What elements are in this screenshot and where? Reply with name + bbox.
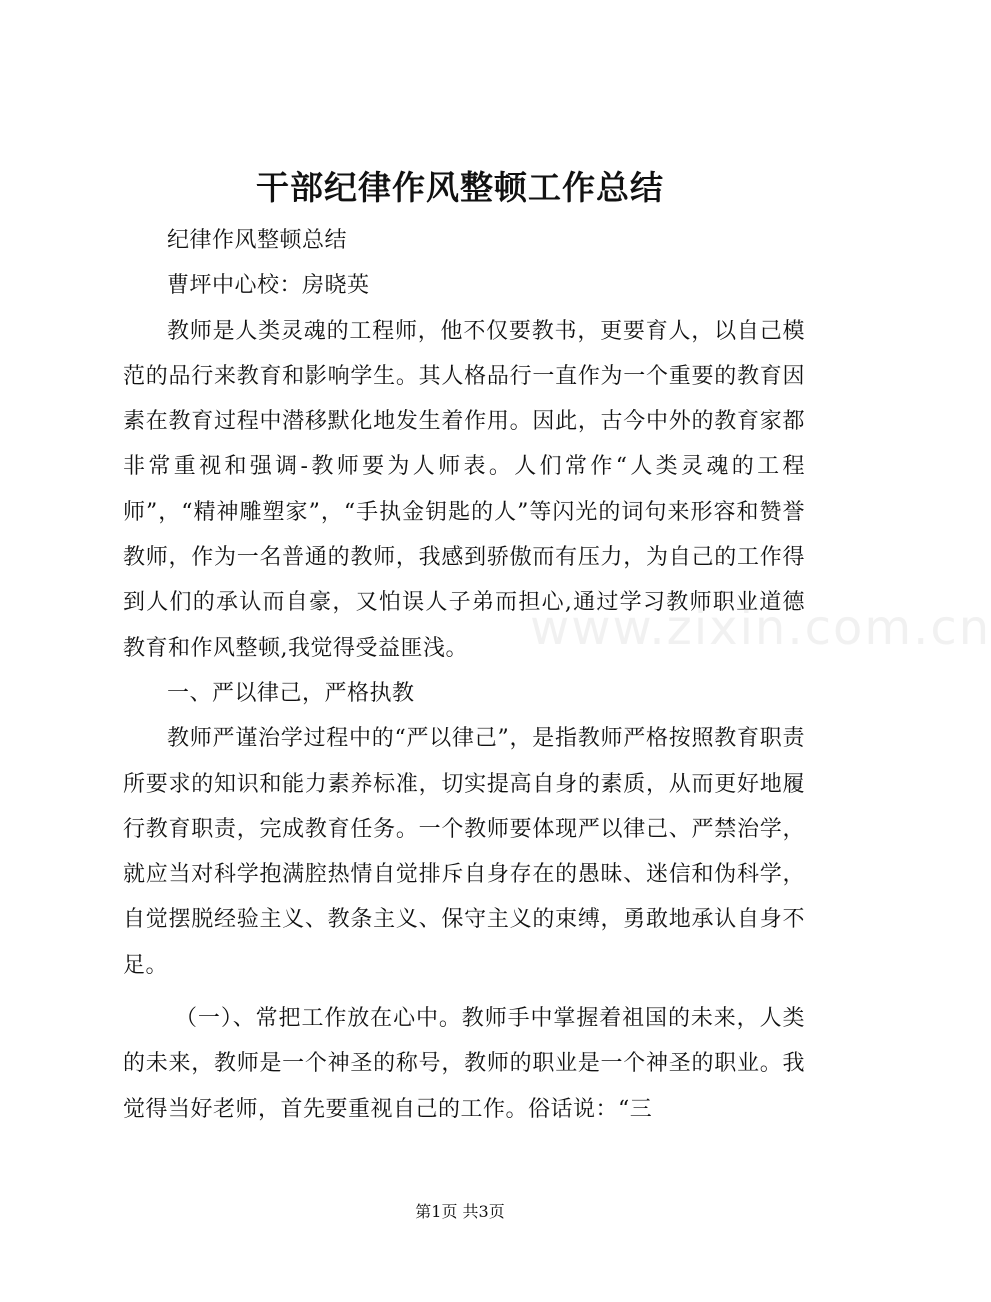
section-heading: 一、严以律己，严格执教 [167,680,415,706]
body-paragraph: 教师严谨治学过程中的“严以律己”，是指教师严格按照教育职责所要求的知识和能力素养标准，切实提高自身的素质，从而更好地履行教育职责，完成教育任务。一个教师要体现严以律己、严禁治学，就应当对科学抱满腔热情自觉排斥自身存在的愚昧、迷信和伪科学，自觉摆脱经验主义、教条主义、保守主义的束缚，勇敢地承认自身不足。 [123,726,805,978]
body-paragraph: （一）、常把工作放在心中。教师手中掌握着祖国的未来，人类的未来，教师是一个神圣的称号，教师的职业是一个神圣的职业。我觉得当好老师，首先要重视自己的工作。俗话说：“三 [123,1006,805,1122]
page-number-footer: 第1页 共3页 [415,1202,505,1221]
subtitle-paragraph: 纪律作风整顿总结 [167,228,348,253]
body-paragraph: 教师是人类灵魂的工程师，他不仅要教书，更要育人，以自己模范的品行来教育和影响学生。其人格品行一直作为一个重要的教育因素在教育过程中潜移默化地发生着作用。因此，古今中外的教育家都非常重视和强调-教师要为人师表。人们常作“人类灵魂的工程师”，“精神雕塑家”，“手执金钥匙的人”等闪光的词句来形容和赞誉教师，作为一名普通的教师，我感到骄傲而有压力，为自己的工作得到人们的承认而自豪，又怕误人子弟而担心,通过学习教师职业道德教育和作风整顿,我觉得受益匪浅。 [123,318,805,661]
author-paragraph: 曹坪中心校：房晓英 [167,273,370,299]
document-body [123,218,805,1132]
document-title: 干部纪律作风整顿工作总结 [256,168,664,207]
watermark: www.zixin.com.cn [530,600,991,656]
